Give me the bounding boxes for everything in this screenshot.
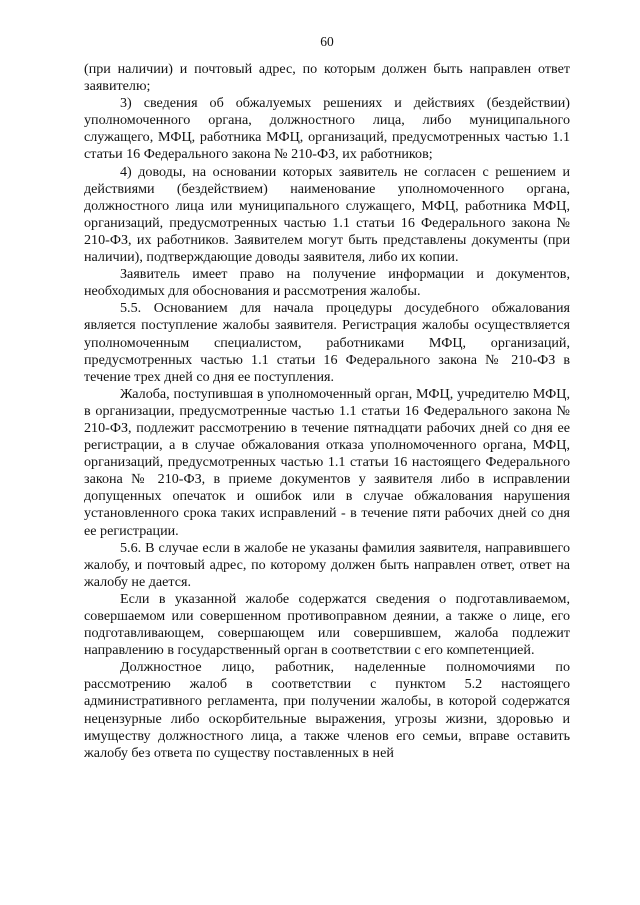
paragraph-item-3: 3) сведения об обжалуемых решениях и действиях (бездействии) уполномоченного органа, должностного лица, либо муниципального служащего, МФЦ, работника МФЦ, организаций, предусмотренных частью 1.1 статьи 16 Федерального закона № 210-ФЗ, их работников; xyxy=(84,95,570,163)
page-number: 60 xyxy=(320,34,334,49)
document-page xyxy=(84,34,570,762)
paragraph-5-5: 5.5. Основанием для начала процедуры досудебного обжалования является поступление жалобы заявителя. Регистрация жалобы осуществляется уполномоченным специалистом, работниками МФЦ, организаций, предусмотренных частью 1.1 статьи 16 Федерального закона № 210-ФЗ в течение трех дней со дня ее поступления. xyxy=(84,300,570,385)
paragraph-5-6: 5.6. В случае если в жалобе не указаны фамилия заявителя, направившего жалобу, и почтовый адрес, по которому должен быть направлен ответ, ответ на жалобу не дается. xyxy=(84,539,570,590)
paragraph-address-continuation: (при наличии) и почтовый адрес, по которым должен быть направлен ответ заявителю; xyxy=(84,61,570,95)
paragraph-official-rights: Должностное лицо, работник, наделенные полномочиями по рассмотрению жалоб в соответствии с пунктом 5.2 настоящего административного регламента, при получении жалобы, в которой содержатся нецензурные либо оскорбительные выражения, угрозы жизни, здоровью и имуществу должностного лица, а также членов его семьи, вправе оставить жалобу без ответа по существу поставленных в ней xyxy=(84,659,570,761)
paragraph-unlawful-act: Если в указанной жалобе содержатся сведения о подготавливаемом, совершаемом или совершенном противоправном деянии, а также о лице, его подготавливающем, совершающем или совершившем, жалоба подлежит направлению в государственный орган в соответствии с его компетенцией. xyxy=(84,590,570,659)
paragraph-applicant-rights: Заявитель имеет право на получение информации и документов, необходимых для обоснования и рассмотрения жалобы. xyxy=(84,266,570,300)
paragraph-item-4: 4) доводы, на основании которых заявитель не согласен с решением и действиями (бездействием) наименование уполномоченного органа, должностного лица или муниципального служащего, МФЦ, работника МФЦ, организаций, предусмотренных частью 1.1 статьи 16 Федерального закона № 210-ФЗ, их работников. Заявителем могут быть представлены документы (при наличии), подтверждающие доводы заявителя, либо их копии. xyxy=(84,163,570,266)
paragraph-complaint-review: Жалоба, поступившая в уполномоченный орган, МФЦ, учредителю МФЦ, в организации, предусмотренные частью 1.1 статьи 16 Федерального закона № 210-ФЗ, подлежит рассмотрению в течение пятнадцати рабочих дней со дня ее регистрации, а в случае обжалования отказа уполномоченного органа, МФЦ, организаций, предусмотренных частью 1.1 статьи 16 настоящего Федерального закона № 210-ФЗ, в приеме документов у заявителя либо в исправлении допущенных опечаток и ошибок или в случае обжалования нарушения установленного срока таких исправлений - в течение пяти рабочих дней со дня ее регистрации. xyxy=(84,385,570,539)
